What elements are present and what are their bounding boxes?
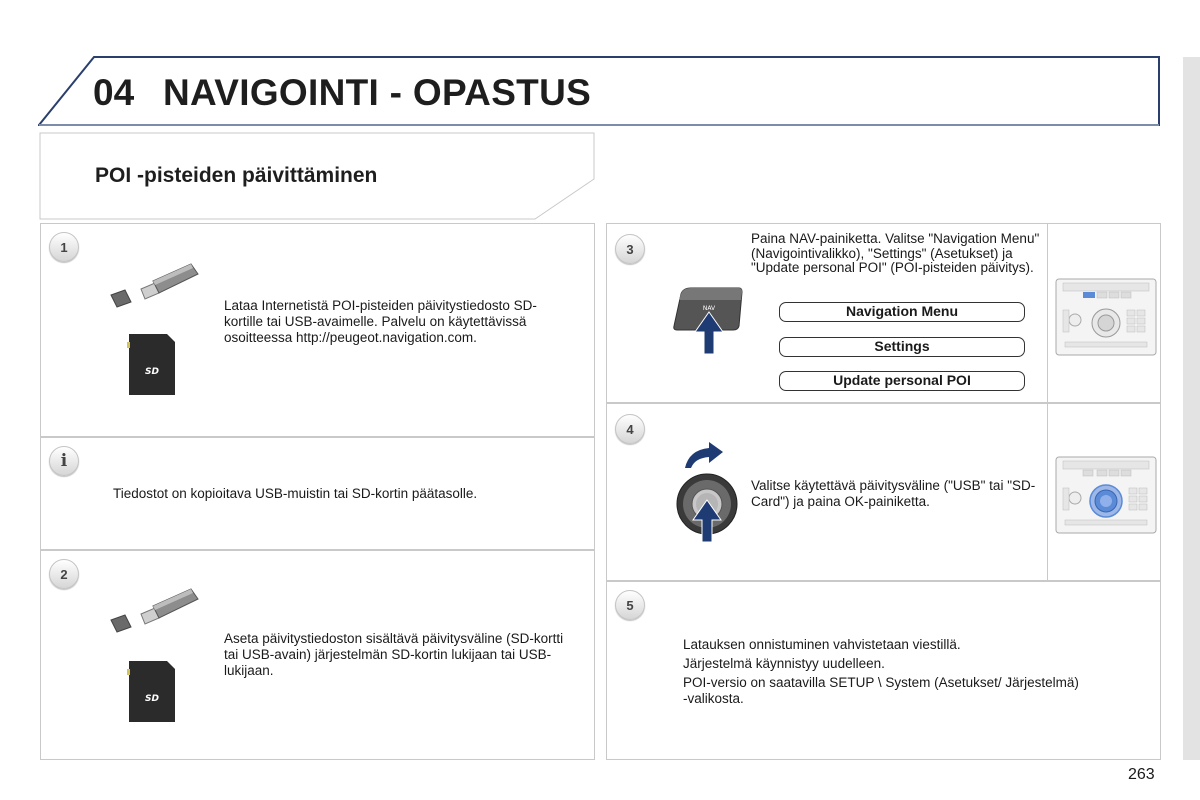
- step5-line-2: Järjestelmä käynnistyy uudelleen.: [683, 656, 885, 671]
- step4-panel: [606, 403, 1161, 581]
- step3-panel: [606, 223, 1161, 403]
- step-badge-3: 3: [615, 234, 645, 264]
- step3-text: Paina NAV-painiketta. Valitse "Navigation Menu" (Navigointivalikko), "Settings" (Asetukset) ja "Update personal POI" (POI-pisteiden päivitys).: [751, 231, 1040, 275]
- usb-stick-icon: [103, 259, 203, 319]
- step5-panel: [606, 581, 1161, 760]
- step5-line-1: Latauksen onnistuminen vahvistetaan viestillä.: [683, 637, 961, 652]
- step4-text: Valitse käytettävä päivitysväline ("USB" tai "SD-Card") ja paina OK-painiketta.: [751, 478, 1036, 509]
- panel-divider: [1047, 224, 1048, 402]
- step5-line-3: POI-versio on saatavilla SETUP \ System (Asetukset/ Järjestelmä) -valikosta.: [683, 675, 1079, 706]
- step1-panel: [40, 223, 595, 437]
- step-badge-4: 4: [615, 414, 645, 444]
- side-strip: [1183, 57, 1200, 760]
- panel-divider: [1047, 404, 1048, 580]
- svg-text:SD: SD: [145, 694, 159, 704]
- svg-text:SD: SD: [145, 367, 159, 377]
- step1-text: Lataa Internetistä POI-pisteiden päivitystiedosto SD-kortille tai USB-avaimelle. Palvelu on käytettävissä osoitteessa http://peugeot.navigation.com.: [224, 298, 537, 345]
- info-icon: i: [49, 446, 79, 476]
- usb-stick-icon: [103, 584, 203, 644]
- rotary-knob-icon: [669, 438, 749, 548]
- sd-card-icon: [127, 659, 177, 724]
- menu-item-navigation-menu: Navigation Menu: [779, 302, 1025, 322]
- chapter-number: 04: [93, 72, 135, 113]
- step2-text: Aseta päivitystiedoston sisältävä päivitysväline (SD-kortti tai USB-avain) järjestelmän SD-kortin lukijaan tai USB-lukijaan.: [224, 631, 564, 678]
- menu-item-update-personal-poi: Update personal POI: [779, 371, 1025, 391]
- info-text: Tiedostot on kopioitava USB-muistin tai SD-kortin päätasolle.: [113, 486, 478, 501]
- step-badge-2: 2: [49, 559, 79, 589]
- step-badge-1: 1: [49, 232, 79, 262]
- radio-console-icon: [1055, 456, 1157, 534]
- info-panel: [40, 437, 595, 550]
- section-title: POI -pisteiden päivittäminen: [95, 164, 378, 187]
- step2-panel: [40, 550, 595, 760]
- menu-item-settings: Settings: [779, 337, 1025, 357]
- sd-card-icon: [127, 332, 177, 397]
- chapter-title: NAVIGOINTI - OPASTUS: [163, 72, 592, 113]
- nav-button-icon: [669, 282, 749, 357]
- radio-console-icon: [1055, 278, 1157, 356]
- page-number: 263: [1128, 766, 1155, 783]
- nav-key-label: NAV: [702, 305, 716, 312]
- step5-text: [683, 637, 1103, 707]
- step-badge-5: 5: [615, 590, 645, 620]
